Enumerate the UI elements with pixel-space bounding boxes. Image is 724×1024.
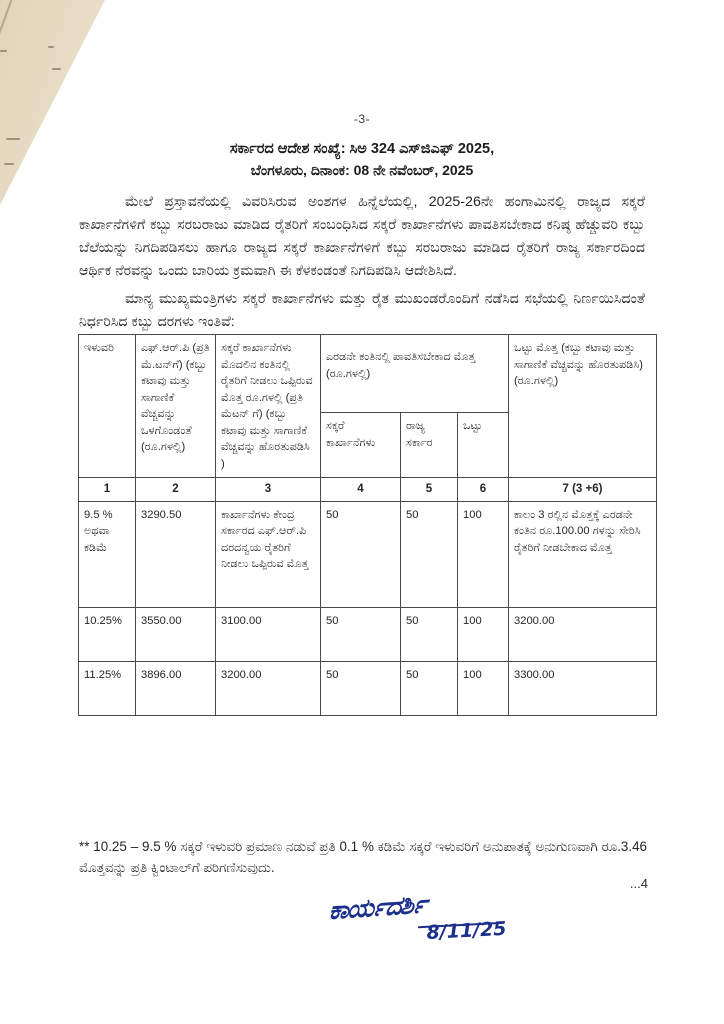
table-row <box>79 661 657 715</box>
cell-subtotal: 100 <box>458 661 509 715</box>
header-total-amount-l2: (ಕಬ್ಬು ಕಟಾವು ಮತ್ತು ಸಾಗಾಣಿಕೆ ವೆಚ್ಚವನ್ನು ಹೊರತುಪಡಿಸಿ) <box>514 342 643 371</box>
cell-frp: 3896.00 <box>136 661 216 715</box>
column-number-4: 4 <box>321 477 401 501</box>
footnote-text: ** 10.25 – 9.5 % ಸಕ್ಕರೆ ಇಳುವರಿ ಪ್ರಮಾಣ ನಡುವೆ ಪ್ರತಿ 0.1 % ಕಡಿಮೆ ಸಕ್ಕರೆ ಇಳುವರಿಗೆ ಅನುಪಾತಕ್ಕೆ ಅನುಗುಣವಾಗಿ ರೂ.3.46 ಮೊತ್ತವನ್ನು ಪ್ರತಿ ಕ್ವಿಂಟಾಲ್‌ಗೆ ಪರಿಗಣಿಸುವುದು. <box>79 839 647 876</box>
cell-first-instalment: 3100.00 <box>216 607 321 661</box>
header-yield-label: ಇಳುವರಿ <box>84 342 114 354</box>
header-frp-l3: (ಕಬ್ಬು ಕಟಾವು ಮತ್ತು ಸಾಗಾಣಿಕೆ ವೆಚ್ಚವನ್ನು ಒಳಗೊಂಡಂತೆ <box>141 358 207 437</box>
header-first-instalment-l3: (ಪ್ರತಿ ಮೆಟನ್ ಗೆ) <box>221 391 303 421</box>
header-first-instalment-l4: (ಕಬ್ಬು ಕಟಾವು ಮತ್ತು ಸಾಗಾಣಿಕೆ ವೆಚ್ಚವನ್ನು ಹೊರತುಪಡಿಸಿ ) <box>221 408 310 471</box>
header-frp <box>136 335 216 478</box>
cell-state-government: 50 <box>401 501 458 607</box>
body-paragraph-2: ಮಾನ್ಯ ಮುಖ್ಯಮಂತ್ರಿಗಳು ಸಕ್ಕರೆ ಕಾರ್ಖಾನೆಗಳು ಮತ್ತು ರೈತ ಮುಖಂಡರೊಂದಿಗೆ ನಡೆಸಿದ ಸಭೆಯಲ್ಲಿ ನಿರ್ಣಯಿಸಿದಂತೆ ನಿರ್ಧರಿಸಿದ ಕಬ್ಬು ದರಗಳು ಇಂತಿವೆ: <box>79 291 645 331</box>
header-second-instalment-l3: (ರೂ.ಗಳಲ್ಲಿ) <box>326 367 371 380</box>
cell-total-amount-l1: ಕಾಲಂ 3 ರಲ್ಲಿನ ಮೊತ್ತಕ್ಕೆ <box>514 508 600 521</box>
cell-first-instalment: 3200.00 <box>216 661 321 715</box>
table-row <box>79 607 657 661</box>
header-first-instalment-l1: ಸಕ್ಕರೆ ಕಾರ್ಖಾನೆಗಳು ಮೊದಲಿನ ಕಂತಿನಲ್ಲಿ ರೈತರಿಗೆ ನೀಡಲು ಒಪ್ಪಿರುವ ಮೊತ್ತ <box>221 342 313 404</box>
column-number-7: 7 (3 +6) <box>509 477 657 501</box>
header-total-amount-l3: (ರೂ.ಗಳಲ್ಲಿ) <box>514 375 559 388</box>
header-subtotal: ಒಟ್ಟು <box>458 413 509 478</box>
header-second-instalment-l1: ಎರಡನೇ ಕಂತಿನಲ್ಲಿ <box>326 351 390 363</box>
column-number-2: 2 <box>136 477 216 501</box>
cell-frp: 3550.00 <box>136 607 216 661</box>
header-second-instalment-l2: ಪಾವತಿಸಬೇಕಾದ ಮೊತ್ತ <box>392 351 476 363</box>
place-and-date-line: ಬೆಂಗಳೂರು, ದಿನಾಂಕ: 08 ನೇ ನವೆಂಬರ್, 2025 <box>250 162 474 179</box>
header-yield <box>79 335 136 478</box>
cell-subtotal: 100 <box>458 607 509 661</box>
header-frp-l2: (ಪ್ರತಿ ಮೆ.ಟನ್‌ಗೆ) <box>141 342 210 371</box>
cell-sugar-factories: 50 <box>321 661 401 715</box>
order-number-line: ಸರ್ಕಾರದ ಆದೇಶ ಸಂಖ್ಯೆ: ಸಿಅ 324 ಎಸ್‌ಜಿಎಫ್ 2025, <box>229 141 495 157</box>
cell-total-amount <box>509 501 657 607</box>
cell-frp: 3290.50 <box>136 501 216 607</box>
table-row <box>79 501 657 607</box>
document-title <box>0 138 724 182</box>
column-number-5: 5 <box>401 477 458 501</box>
folio-number: -3- <box>353 112 371 126</box>
header-first-instalment <box>216 335 321 478</box>
header-first-instalment-l2: ರೂ.ಗಳಲ್ಲಿ <box>245 391 283 404</box>
header-frp-l4: (ರೂ.ಗಳಲ್ಲಿ) <box>141 441 186 454</box>
cell-yield: 11.25% <box>79 661 136 715</box>
header-state-government: ರಾಜ್ಯ ಸರ್ಕಾರ <box>401 413 458 478</box>
handwritten-signature: ಕಾರ್ಯದರ್ಶಿ <box>327 889 427 926</box>
cell-total-amount: 3300.00 <box>509 661 657 715</box>
table-column-number-row <box>79 477 657 501</box>
header-spacer <box>326 340 503 349</box>
header-total-amount-l1: ಒಟ್ಟು ಮೊತ್ತ <box>514 342 558 354</box>
cell-total-amount: 3200.00 <box>509 607 657 661</box>
column-number-6: 6 <box>458 477 509 501</box>
cell-state-government: 50 <box>401 661 458 715</box>
cell-yield: 10.25% <box>79 607 136 661</box>
column-number-3: 3 <box>216 477 321 501</box>
signature-block <box>327 889 560 982</box>
cell-state-government: 50 <box>401 607 458 661</box>
header-second-instalment-group <box>321 335 509 413</box>
header-total-amount <box>509 335 657 478</box>
continuation-marker: ...4 <box>629 876 648 891</box>
cell-sugar-factories: 50 <box>321 501 401 607</box>
table-header-row-main <box>79 335 657 413</box>
cell-subtotal: 100 <box>458 501 509 607</box>
cell-first-instalment: ಕಾರ್ಖಾನೆಗಳು ಕೇಂದ್ರ ಸರ್ಕಾರದ ಎಫ್.ಆರ್.ಪಿ ದರದನ್ವಯ ರೈತರಿಗೆ ನೀಡಲು ಒಪ್ಪಿರುವ ಮೊತ್ತ <box>216 501 321 607</box>
column-number-1: 1 <box>79 477 136 501</box>
cane-rate-table <box>78 334 657 716</box>
cell-sugar-factories: 50 <box>321 607 401 661</box>
header-sugar-factories: ಸಕ್ಕರೆ ಕಾರ್ಖಾನೆಗಳು <box>321 413 401 478</box>
signature-date: 8/11/25 <box>426 917 508 944</box>
cell-yield: 9.5 % ಅಥವಾ ಕಡಿಮೆ <box>79 501 136 607</box>
header-frp-l1: ಎಫ್.ಆರ್.ಪಿ <box>141 342 190 354</box>
body-paragraph-1: ಮೇಲೆ ಪ್ರಸ್ತಾವನೆಯಲ್ಲಿ ವಿವರಿಸಿರುವ ಅಂಶಗಳ ಹಿನ್ನೆಲೆಯಲ್ಲಿ, 2025-26ನೇ ಹಂಗಾಮಿನಲ್ಲಿ ರಾಜ್ಯದ ಸಕ್ಕರೆ ಕಾರ್ಖಾನೆಗಳಿಗೆ ಕಬ್ಬು ಸರಬರಾಜು ಮಾಡಿದ ರೈತರಿಗೆ ಸಂಬಂಧಿಸಿದ ಸಕ್ಕರೆ ಕಾರ್ಖಾನೆಗಳು ಪಾವತಿಸಬೇಕಾದ ಕನಿಷ್ಠ ಹೆಚ್ಚುವರಿ ಕಬ್ಬು ಬೆಲೆಯನ್ನು ನಿಗದಿಪಡಿಸಲು ಹಾಗೂ ರಾಜ್ಯದ ಸಕ್ಕರೆ ಕಾರ್ಖಾನೆಗಳಿಗೆ ಕಬ್ಬು ಸರಬರಾಜು ಮಾಡಿದ ರೈತರಿಗೆ ರಾಜ್ಯ ಸರ್ಕಾರದಿಂದ ಆರ್ಥಿಕ ನೆರವನ್ನು ಒಂದು ಬಾರಿಯ ಕ್ರಮವಾಗಿ ಈ ಕೆಳಕಂಡಂತೆ ನಿಗದಿಪಡಿಸಿ ಆದೇಶಿಸಿದೆ. <box>79 194 645 280</box>
cell-total-amount-l2: ಎರಡನೇ ಕಂತಿನ ರೂ.100.00 ಗಳನ್ನು ಸೇರಿಸಿ ರೈತರಿಗೆ ನೀಡಬೇಕಾದ ಮೊತ್ತ <box>514 508 641 554</box>
